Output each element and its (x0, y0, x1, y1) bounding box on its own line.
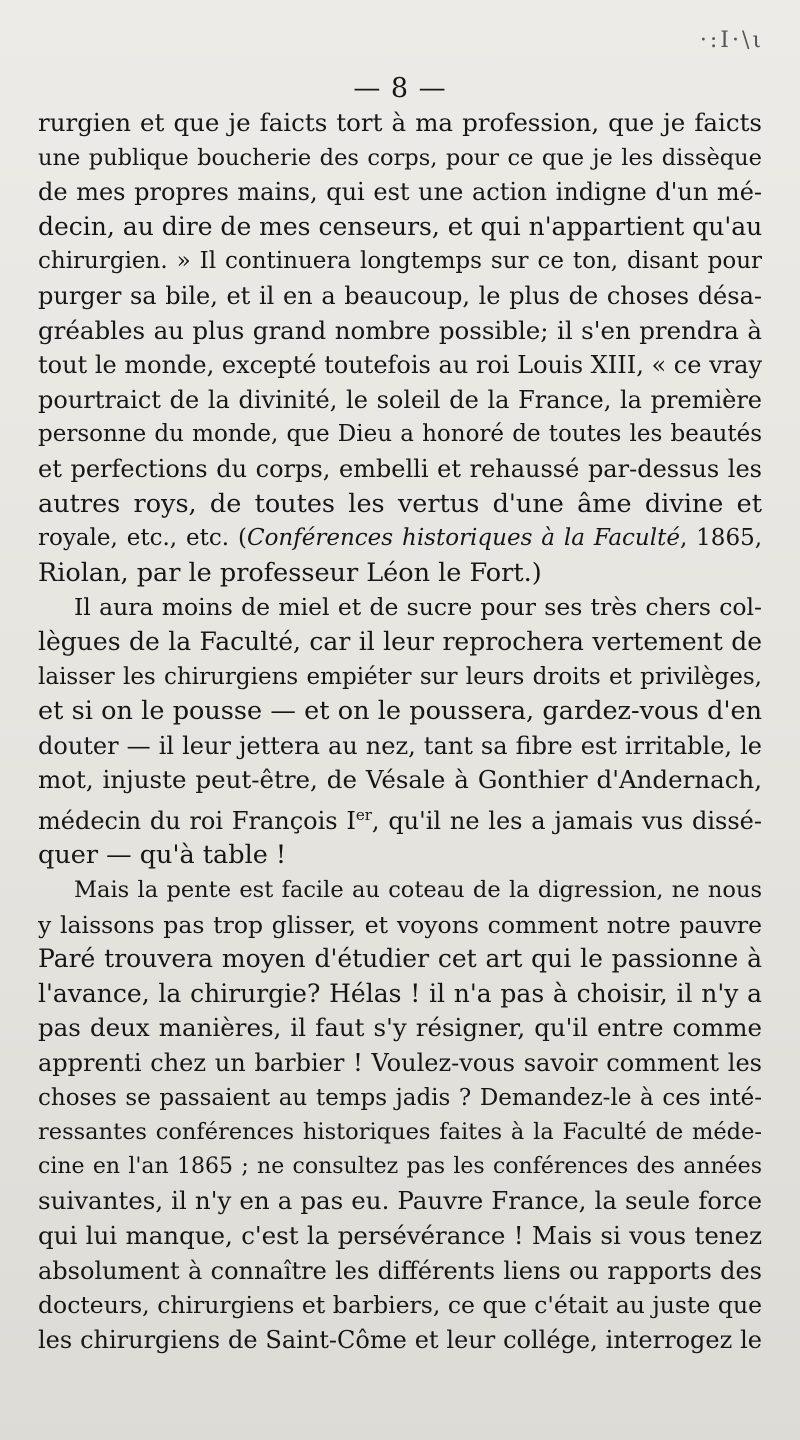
text-line: qui lui manque, c'est la persévérance ! Mais si vous tenez (38, 1221, 762, 1250)
paragraph-3 (38, 873, 762, 1357)
text-line: Il aura moins de miel et de sucre pour ses très chers col- (74, 593, 762, 622)
text-line: absolument à connaître les différents liens ou rapports des (38, 1256, 762, 1285)
text-line: l'avance, la chirurgie? Hélas ! il n'a pas à choisir, il n'y a (38, 978, 762, 1008)
text-line: suivantes, il n'y en a pas eu. Pauvre France, la seule force (38, 1186, 762, 1216)
text-line: gréables au plus grand nombre possible; il s'en prendra à (38, 315, 762, 345)
text-line: de mes propres mains, qui est une action indigne d'un mé- (38, 178, 762, 207)
text-line: purger sa bile, et il en a beaucoup, le plus de choses désa- (38, 281, 762, 310)
text-line: tout le monde, excepté toutefois au roi Louis XIII, « ce vray (38, 351, 762, 380)
text-line: pourtraict de la divinité, le soleil de la France, la première (38, 385, 762, 414)
text-line: laisser les chirurgiens empiéter sur leurs droits et privilèges, (38, 663, 762, 690)
text-line: apprenti chez un barbier ! Voulez-vous savoir comment les (38, 1049, 762, 1078)
text-line: lègues de la Faculté, car il leur reprochera vertement de (38, 626, 762, 656)
text-line: chirurgien. » Il continuera longtemps sur ce ton, disant pour (38, 248, 762, 275)
text-line: ressantes conférences historiques faites à la Faculté de méde- (38, 1119, 762, 1146)
text-line: et si on le pousse — et on le poussera, gardez-vous d'en (38, 696, 762, 727)
text-line-with-citation (38, 521, 762, 556)
citation-prefix: royale, etc., etc. ( (38, 525, 247, 552)
paragraph-2 (38, 590, 762, 873)
text-line: quer — qu'à table ! (38, 840, 287, 871)
text-line: et perfections du corps, embelli et rehaussé par-dessus les (38, 454, 762, 483)
paragraph-1 (38, 106, 762, 590)
text-line: choses se passaient au temps jadis ? Demandez-le à ces inté- (38, 1084, 762, 1111)
superscript-er: er (355, 805, 372, 824)
text-line: y laissons pas trop glisser, et voyons comment notre pauvre (38, 910, 762, 939)
text-line: médecin du roi François Ier, qu'il ne les a jamais vus dissé- (38, 805, 762, 835)
text-line: mot, injuste peut-être, de Vésale à Gonthier d'Andernach, (38, 765, 762, 795)
citation-title: Conférences historiques à la Faculté (246, 525, 680, 552)
text-line: decin, au dire de mes censeurs, et qui n'appartient qu'au (38, 211, 763, 241)
page-number: — 8 — (353, 73, 447, 104)
text-line: pas deux manières, il faut s'y résigner, qu'il entre comme (38, 1013, 762, 1043)
text-line: douter — il leur jettera au nez, tant sa fibre est irritable, le (38, 731, 762, 760)
corner-mark: ·:Ι·\ι (699, 28, 764, 53)
text-line: Paré trouvera moyen d'étudier cet art qui le passionne à (38, 944, 762, 974)
text-line: personne du monde, que Dieu a honoré de toutes les beautés (38, 421, 762, 448)
text-line: Riolan, par le professeur Léon le Fort.) (38, 557, 542, 588)
text-line: Mais la pente est facile au coteau de la digression, ne nous (74, 877, 762, 904)
text-line: cine en l'an 1865 ; ne consultez pas les conférences des années (38, 1153, 762, 1179)
text-line: docteurs, chirurgiens et barbiers, ce que c'était au juste que (38, 1291, 762, 1320)
text-line: autres roys, de toutes les vertus d'une âme divine et (38, 488, 762, 519)
text-line: les chirurgiens de Saint-Côme et leur collége, interrogez le (38, 1325, 762, 1354)
text-line: rurgien et que je faicts tort à ma profession, que je faicts (38, 108, 762, 137)
citation-suffix: , 1865, (679, 525, 763, 552)
text-line: une publique boucherie des corps, pour ce que je les dissèque (38, 144, 762, 171)
